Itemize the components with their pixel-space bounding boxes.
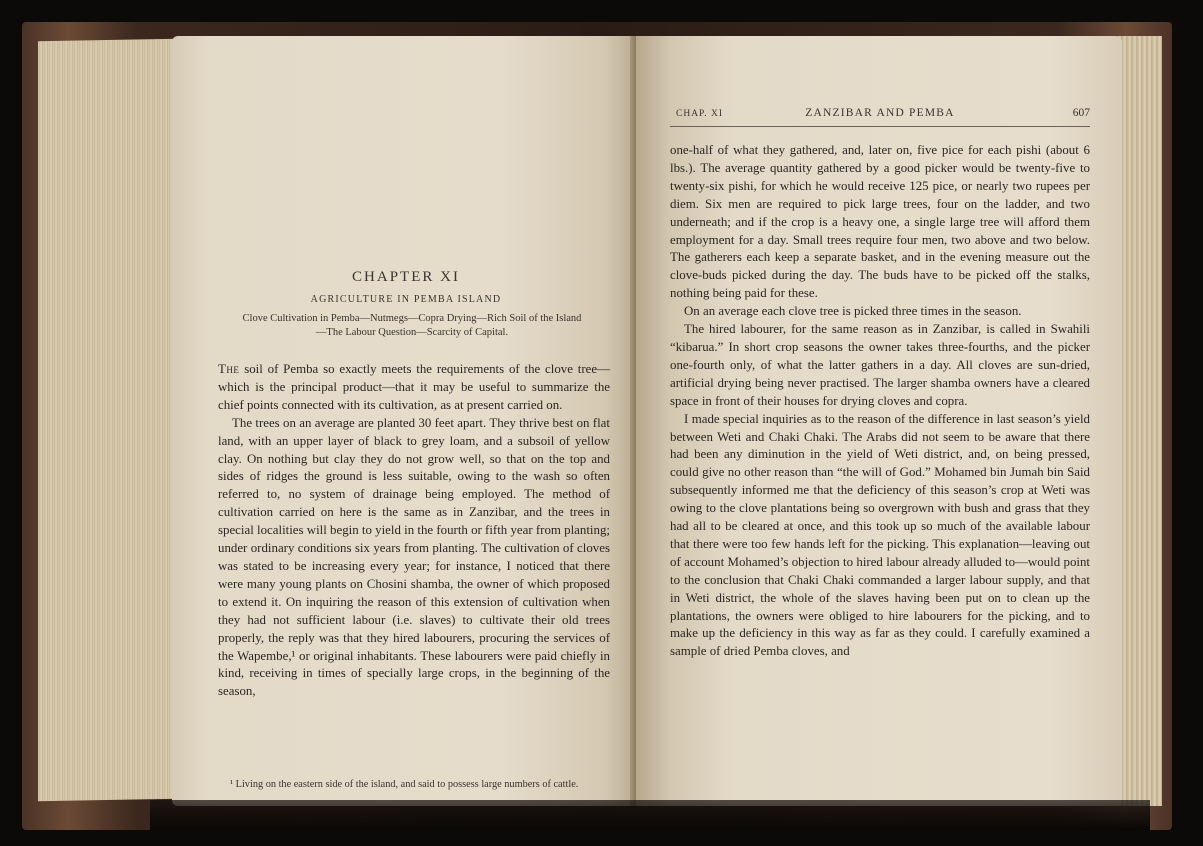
- paragraph: one-half of what they gathered, and, later on, five pice for each pishi (about 6 lbs.). The average quantity gathered by a good picker would be twenty-five to twenty-six pishi, for which he would receive 125 pice, or nearly two rupees per diem. Six men are required to pick large trees, four on the ladder, and two underneath; and if the crop is a heavy one, a single large tree will afford them employment for a day. Small trees require four men, two above and two below. The gatherers each keep a separate basket, and in the evening measure out the clove-buds picked during the day. The buds have to be picked off the stalks, nothing being paid for these.: [670, 143, 1090, 301]
- paragraph: On an average each clove tree is picked three times in the season.: [684, 304, 1022, 319]
- drop-word: The: [218, 362, 240, 376]
- left-page: [172, 36, 640, 806]
- footnote-text: ¹ Living on the eastern side of the island, and said to possess large numbers of cattle.: [230, 779, 579, 790]
- right-page: [636, 36, 1122, 806]
- paragraph: The hired labourer, for the same reason as in Zanzibar, is called in Swahili “kibarua.” In short crop seasons the owner takes three-fourths, and the picker one-fourth only, of what the latter gathers in a day. All cloves are sun-dried, artificial drying being never practised. The larger shamba owners have a cleared space in front of their houses for drying cloves and copra.: [670, 322, 1090, 408]
- running-head: [670, 107, 1090, 125]
- chapter-summary: Clove Cultivation in Pemba—Nutmegs—Copra Drying—Rich Soil of the Island—The Labour Question—Scarcity of Capital.: [242, 313, 582, 338]
- chapter-heading: CHAPTER XI: [352, 269, 460, 285]
- chapter-subtitle: AGRICULTURE IN PEMBA ISLAND: [310, 294, 502, 305]
- right-page-body: [670, 142, 1090, 661]
- footnote: [218, 778, 610, 791]
- left-page-body: [218, 361, 610, 701]
- running-head-title: ZANZIBAR AND PEMBA: [805, 107, 955, 119]
- header-rule: [670, 126, 1090, 127]
- page-edges-right: [1118, 36, 1162, 806]
- page-edges-left: [38, 39, 178, 801]
- paragraph: The trees on an average are planted 30 feet apart. They thrive best on flat land, with an upper layer of black to grey loam, and a subsoil of yellow clay. On nothing but clay they do not grow well, so that on the top and sides of ridges the ground is less suitable, owing to the wash so often referred to, no system of drainage being employed. The method of cultivation carried on here is the same as in Zanzibar, and the trees in special localities will begin to yield in the fourth or fifth year from planting; under ordinary conditions six years from planting. The cultivation of cloves was stated to be increasing every year; for instance, I noticed that there were many young plants on Chosini shamba, the owner of which proposed to extend it. On inquiring the reason of this extension of cultivation when they had not sufficient labour (i.e. slaves) to cultivate their old trees properly, the reply was that they hired labourers, procuring the services of the Wapembe,¹ or original inhabitants. These labourers were paid chiefly in kind, receiving in times of specially large crops, in the beginning of the season,: [218, 415, 610, 699]
- page-number: 607: [1072, 107, 1090, 119]
- bottom-shadow: [150, 800, 1150, 830]
- paragraph: [218, 361, 610, 415]
- paragraph: I made special inquiries as to the reason of the difference in last season’s yield between Weti and Chaki Chaki. The Arabs did not seem to be aware that there had been any diminution in the yield of Weti district, and, on being pressed, could give no other reason than “the will of God.” Mohamed bin Jumah bin Said subsequently informed me that the deficiency of this season’s crop at Weti was owing to the clove plantations being so overgrown with bush and grass that they had all to be cleared at once, and this took up so much of the available labour that there were too few hands left for the picking. This explanation—leaving out of account Mohamed’s objection to hired labour already alluded to—would point to the conclusion that Chaki Chaki commanded a larger labour supply, and that in Weti district, the whole of the slaves having been put on to clean up the plantations, the owners were obliged to hire labourers for the picking, and to make up the deficiency in this way as far as they could. I carefully examined a sample of dried Pemba cloves, and: [670, 411, 1090, 659]
- running-head-chapter: CHAP. XI: [676, 109, 724, 119]
- paragraph-text: soil of Pemba so exactly meets the requirements of the clove tree—which is the principal product—that it may be useful to summarize the chief points connected with its cultivation, as at present carried on.: [218, 362, 610, 412]
